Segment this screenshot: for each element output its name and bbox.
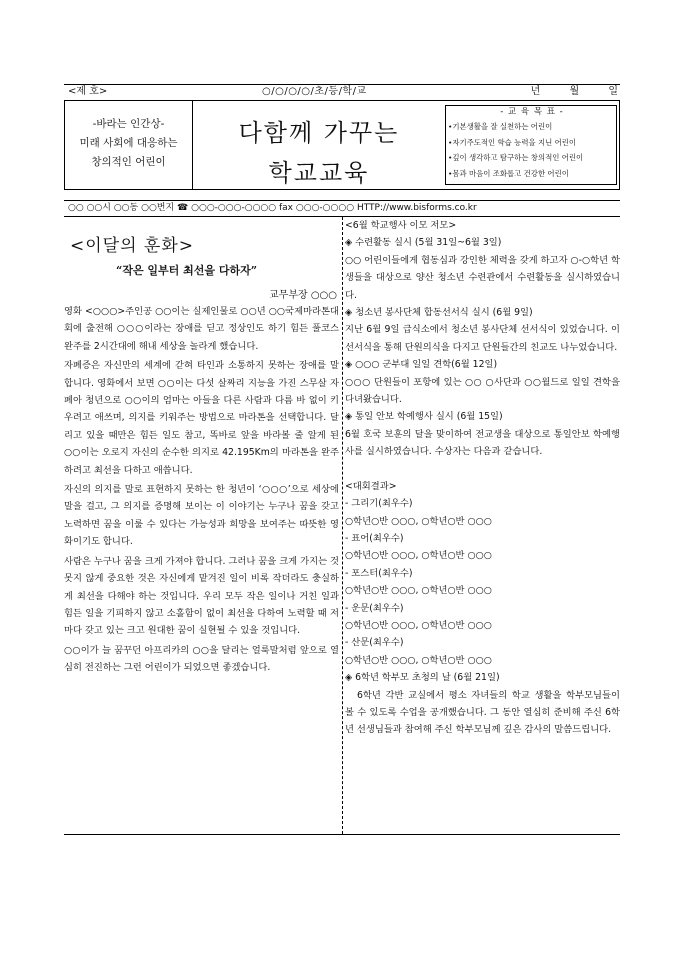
award-category: - 그리기(최우수) [345, 498, 413, 510]
essay-paragraph: 자신의 의지를 말로 표현하지 못하는 한 청년이 ‘○○○’으로 세상에 말을 걸고, 그 의지를 증명해 보이는 이 이야기는 누구나 꿈을 갖고 노력하면 꿈을 이룰 수 있다는 가능성과 희망을 보여주는 따뜻한 영화이기도 합니다. [64, 484, 339, 548]
award-winners: ○학년○반 ○○○, ○학년○반 ○○○ [345, 550, 492, 562]
motto-line: -바라는 인간상- [92, 118, 165, 130]
school-name: ○/○/○/○/초/등/학/교 [262, 86, 367, 97]
essay-paragraph: 사람은 누구나 꿈을 크게 가져야 합니다. 그러나 꿈을 크게 가지는 것 못지 않게 중요한 것은 자신에게 맡겨진 일이 비록 작더라도 충실하게 최선을 다해야 하는 것입니다. 우리 모두 작은 일이나 거친 일과 힘든 일을 기피하지 않고 소홀함이 없이 최선을 다하여 노력할 때 저마다 갖고 있는 크고 원대한 꿈이 실현될 수 있을 것입니다. [64, 555, 339, 637]
motto-line: 창의적인 어린이 [91, 156, 166, 168]
award-winners: ○학년○반 ○○○, ○학년○반 ○○○ [345, 654, 492, 666]
events-column [345, 217, 620, 739]
event-title: ◈ 청소년 봉사단체 합동선서식 실시 (6월 9일) [345, 307, 533, 319]
issue-number: <제 호> [68, 86, 108, 97]
award-category: - 포스터(최우수) [345, 567, 413, 579]
essay-paragraph: 자폐증은 자신만의 세계에 갇혀 타인과 소통하지 못하는 장애를 말합니다. 영화에서 보면 ○○이는 다섯 살짜리 지능을 가진 스무살 자폐아 청년으로 ○○이의 엄마는 아들을 다른 사람과 다름 바 없이 키우려고 애쓰며, 의지를 키워주는 방법으로 마라톤을 선택합니다. 달리고 있을 때만은 힘든 일도 참고, 똑바로 앞을 바라볼 줄 알게 된 ○○이는 오로지 자신의 순수한 의지로 42.195Km의 마라톤을 완주하려고 최선을 다하고 애씁니다. [64, 360, 339, 476]
masthead [64, 101, 620, 190]
results-heading: <대회결과> [345, 480, 397, 492]
motto-line: 미래 사회에 대응하는 [79, 137, 178, 149]
address-line: ○○ ○○시 ○○동 ○○번지 ☎ ○○○-○○○-○○○○ fax ○○○-○○○○ HTTP://www.bisforms.co.kr [64, 200, 620, 217]
newsletter-page [64, 84, 620, 835]
title-line-2: 학교교육 [268, 159, 370, 187]
issue-line [64, 84, 620, 101]
event-title: ◈ ○○○ 군부대 일일 견학(6월 12일) [345, 359, 498, 371]
goals-heading: - 교 육 목 표 - [500, 107, 564, 117]
event-title: ◈ 6학년 학부모 초청의 날 (6월 21일) [345, 672, 500, 684]
spacer [345, 461, 620, 478]
award-category: - 산문(최우수) [345, 637, 404, 649]
issue-date: 년 월 일 [530, 86, 618, 97]
essay-subtitle: “작은 일부터 최선을 다하자” [116, 264, 258, 277]
award-category: - 운문(최우수) [345, 602, 404, 614]
event-body: ○○○ 단원들이 포항에 있는 ○○ ○사단과 ○○월드로 일일 견학을 다녀왔습니다. [345, 376, 620, 406]
award-winners: ○학년○반 ○○○, ○학년○반 ○○○ [345, 515, 492, 527]
essay-paragraph: ○○이가 늘 꿈꾸던 아프리카의 ○○을 달리는 얼룩말처럼 앞으로 열심히 전진하는 그런 어린이가 되었으면 좋겠습니다. [64, 644, 339, 674]
event-title: ◈ 수련활동 실시 (5월 31일~6월 3일) [345, 237, 502, 249]
goal-item: •자기주도적인 학습 능력을 지닌 어린이 [448, 137, 576, 147]
event-body: ○○ 어린이들에게 협동심과 강인한 체력을 갖게 하고자 ○-○학년 학생들을 대상으로 양산 청소년 수련관에서 수련활동을 실시하였습니다. [345, 254, 620, 301]
goal-item: •깊이 생각하고 탐구하는 창의적인 어린이 [448, 153, 584, 162]
award-winners: ○학년○반 ○○○, ○학년○반 ○○○ [345, 619, 492, 631]
motto-box [65, 101, 193, 189]
goal-item: •몸과 마음이 조화롭고 건강한 어린이 [448, 168, 569, 178]
essay-column [64, 217, 339, 677]
event-body: 6학년 각반 교실에서 평소 자녀들의 학교 생활을 학부모님들이 볼 수 있도록 수업을 공개했습니다. 그 동안 열심히 준비해 주신 6학년 선생님들과 참여해 주신 학부모님께 깊은 감사의 말씀드립니다. [345, 689, 620, 736]
award-winners: ○학년○반 ○○○, ○학년○반 ○○○ [345, 585, 492, 597]
essay-title: <이달의 훈화> [70, 236, 195, 256]
event-body: 지난 6월 9일 급식소에서 청소년 봉사단체 선서식이 있었습니다. 이 선서식을 통해 단원의식을 다지고 단원들간의 친교도 나누었습니다. [345, 324, 620, 353]
title-line-1: 다함께 가꾸는 [238, 119, 400, 147]
column-divider [342, 217, 343, 834]
education-goals-box [445, 105, 617, 185]
award-category: - 표어(최우수) [345, 532, 404, 544]
newsletter-title [193, 101, 445, 189]
goal-item: •기본생활을 잘 실천하는 어린이 [448, 122, 553, 131]
essay-paragraph: 영화 <○○○>주인공 ○○이는 실제인물로 ○○년 ○○국제마라톤대회에 출전해 ○○○이라는 장애를 딛고 정상인도 하기 힘든 풀코스 완주를 2시간대에 해내 세상을 놀라게 했습니다. [64, 306, 339, 352]
content-columns [64, 217, 620, 835]
event-body: 6월 호국 보훈의 달을 맞이하여 전교생을 대상으로 통일안보 학예행사를 실시하였습니다. 수상자는 다음과 같습니다. [345, 428, 620, 458]
essay-author: 교무부장 ○○○ [269, 290, 337, 301]
event-title: ◈ 통일 안보 학예행사 실시 (6월 15일) [345, 411, 503, 423]
events-heading: <6월 학교행사 이모 저모> [345, 220, 457, 231]
